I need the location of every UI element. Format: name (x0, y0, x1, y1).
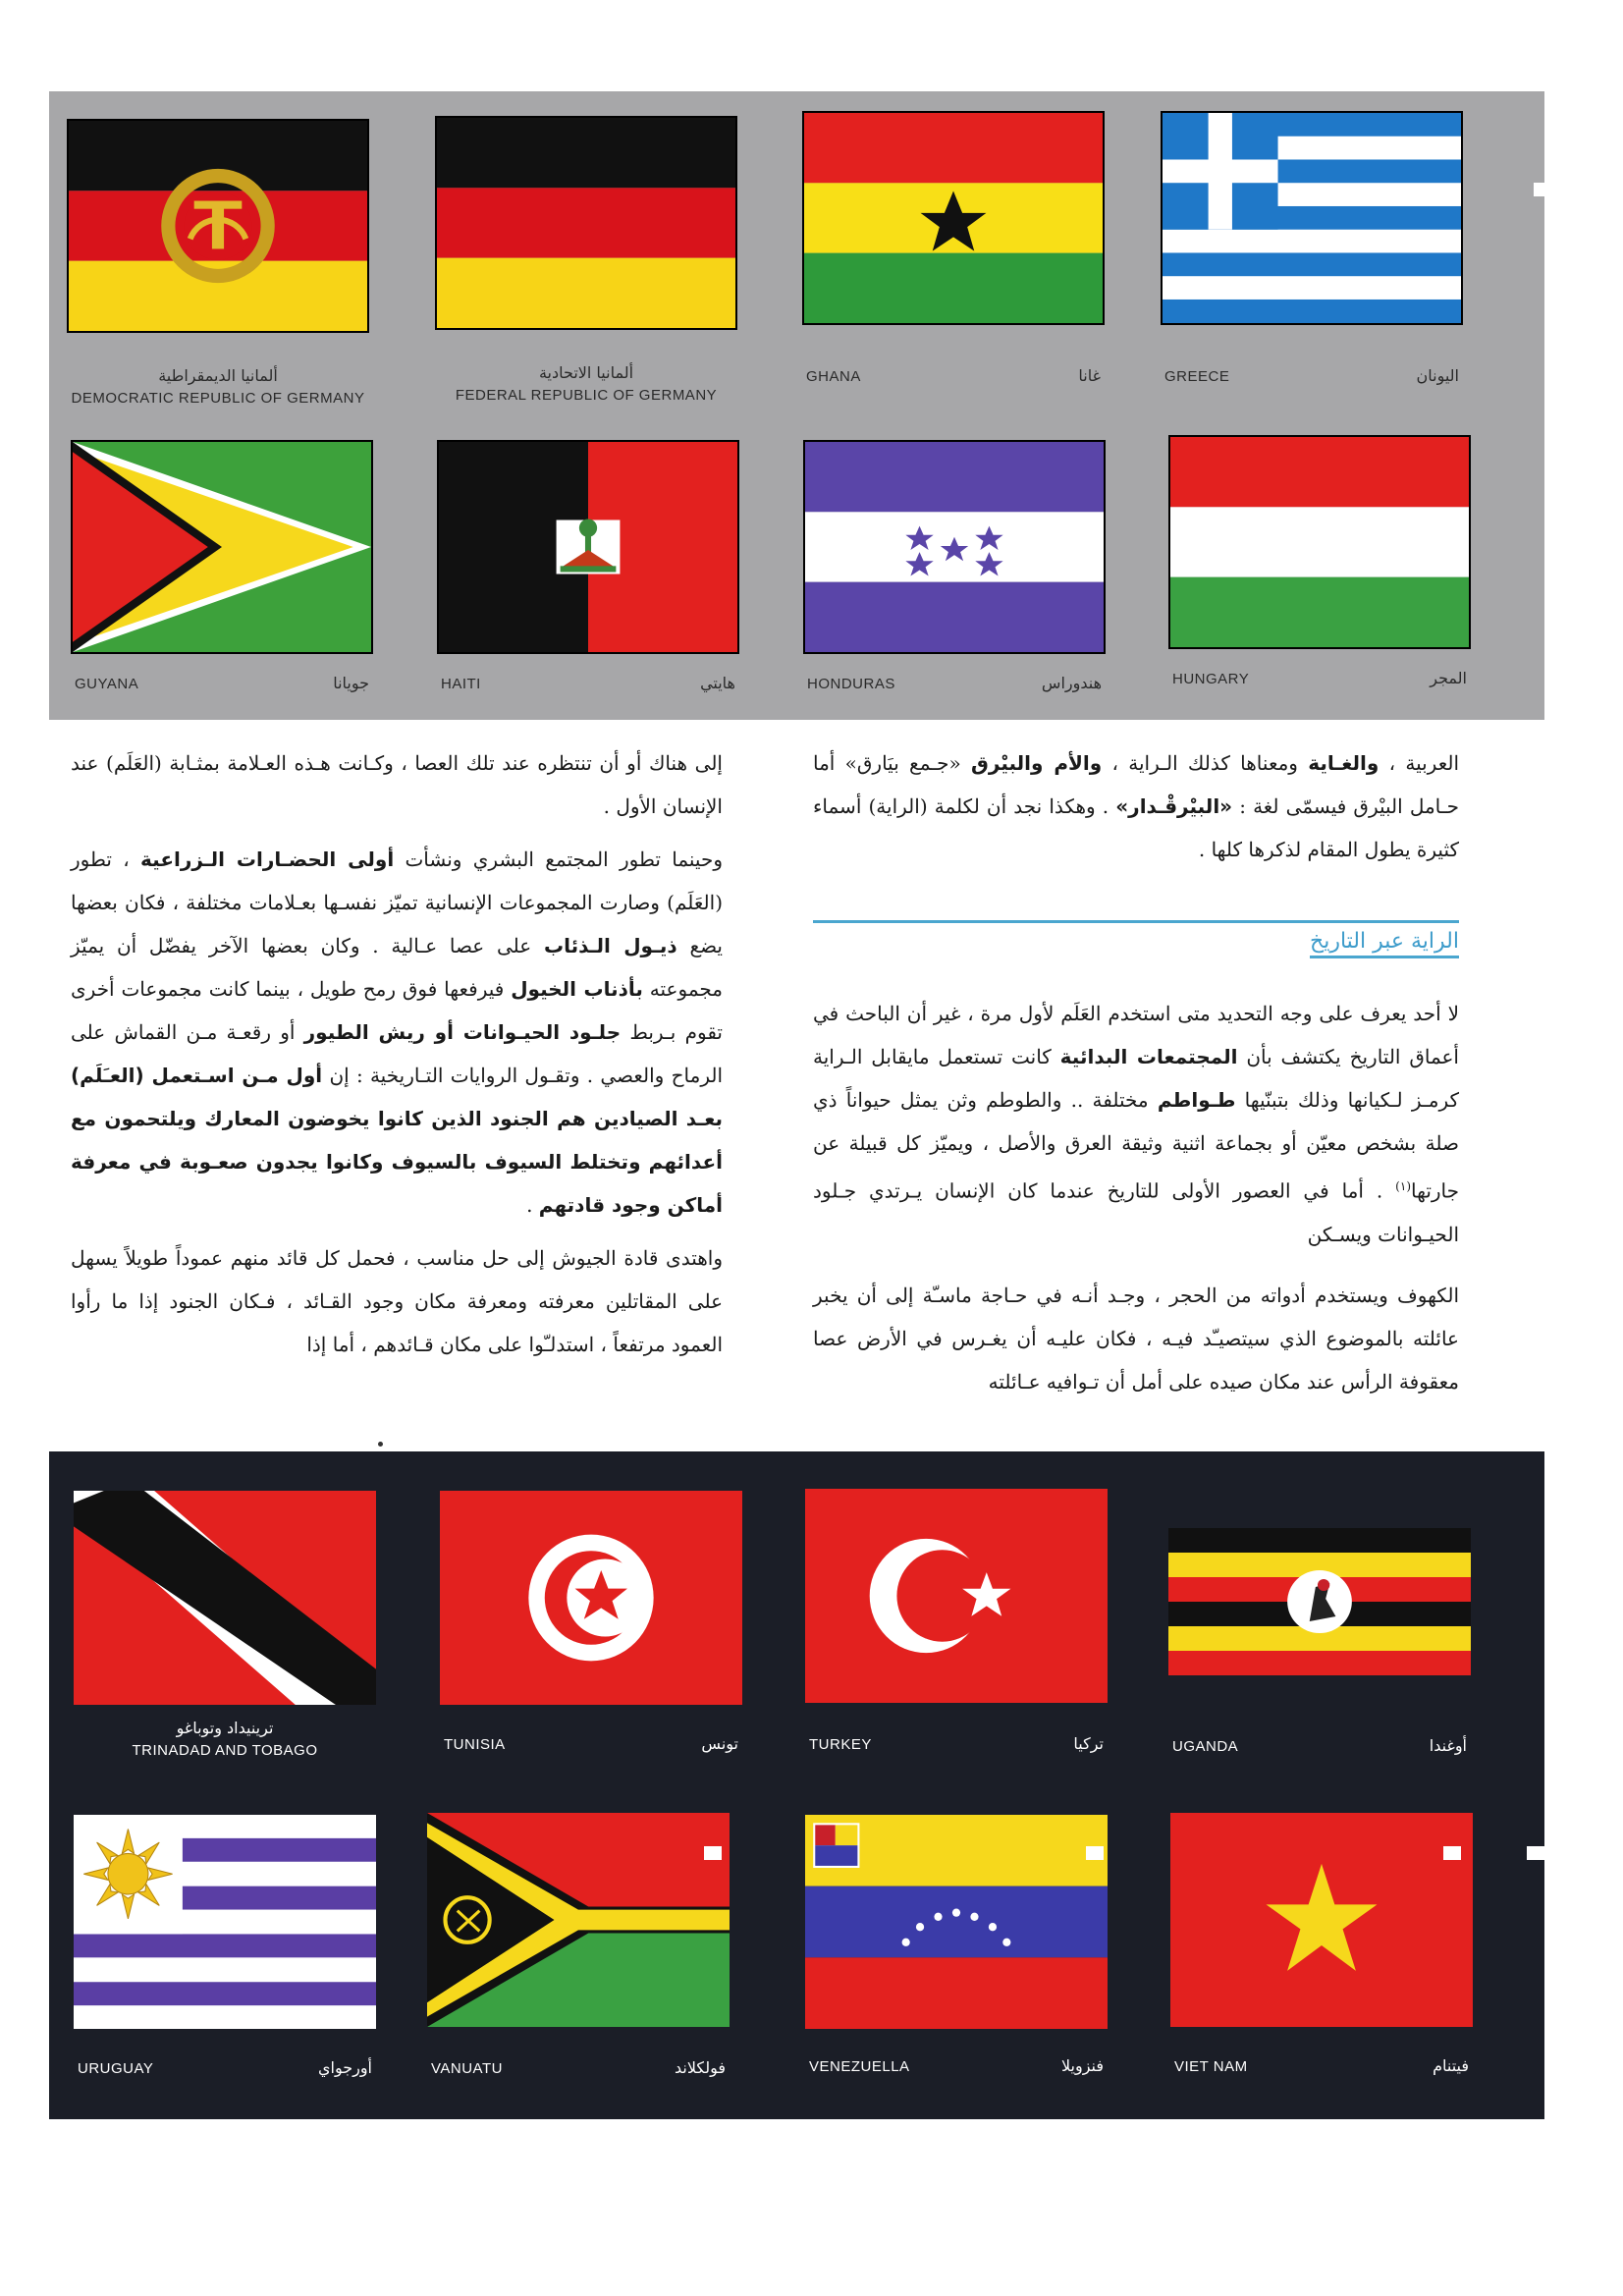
caption-english: VIET NAM (1174, 2058, 1248, 2075)
caption-arabic: غانا (1078, 366, 1101, 385)
caption-arabic: فنزويلا (1060, 2056, 1104, 2075)
text-run: وحينما تطور المجتمع البشري ونشأت (394, 847, 723, 871)
text-run: كانت تستعمل مايقابل الـراية كرمـز لـكيانها وذلك بتبنّيها (813, 1045, 1459, 1112)
bold-term: أول مـن اسـتعمل (العـَلَم) بعـد الصيادين هم الجنود الذين كانوا يخوضون المعارك ويلتحمون مع أعدائهم وتختلط السيوف بالسيوف وكانوا يجدون صعـوبة في معرفة أماكن وجود قادتهم (71, 1064, 723, 1217)
right-text-column-body (813, 992, 1459, 1403)
intro-paragraph (813, 741, 1459, 871)
caption-arabic: المجر (1430, 669, 1467, 687)
bold-term: طـواطم (1157, 1088, 1236, 1112)
left-paragraph-2 (71, 838, 723, 1227)
paragraph-gap (71, 1227, 723, 1236)
caption-english: FEDERAL REPUBLIC OF GERMANY (455, 387, 718, 404)
flag-vanuatu (427, 1813, 730, 2027)
text-run: . وهكذا نجد أن لكلمة (الراية) أسماء كثيرة يطول المقام لذكرها كلها . (813, 794, 1459, 861)
caption-english: VANUATU (431, 2060, 503, 2077)
fold-marker (1443, 1846, 1461, 1860)
fold-marker (1086, 1846, 1104, 1860)
caption-english: GUYANA (75, 676, 139, 692)
flag-venezuela (805, 1815, 1108, 2029)
text-run: «جـمع بيَارق» أما حـامل البيْرق فيسمّى لغة : (813, 751, 1459, 818)
caption-english: DEMOCRATIC REPUBLIC OF GERMANY (71, 390, 365, 407)
flag-hungary (1168, 435, 1471, 649)
section-heading-text: الراية عبر التاريخ (1310, 929, 1459, 958)
caption-english: GREECE (1164, 368, 1230, 385)
left-paragraph-1: إلى هناك أو أن تنتظره عند تلك العصا ، وكـانت هـذه العـلامة بمثـابة (العَلَم) عند الإنسان الأول . (71, 751, 723, 818)
bold-term: المجتمعات البدائية (1059, 1045, 1238, 1068)
caption-english: HONDURAS (807, 676, 895, 692)
caption-arabic: تونس (701, 1734, 738, 1753)
caption-arabic: هايتي (700, 674, 735, 692)
flag-uruguay (74, 1815, 376, 2029)
text-run: ومعناها كذلك الـراية ، (1102, 751, 1309, 775)
flag-honduras (803, 440, 1106, 654)
caption-arabic: ألمانيا الديمقراطية (158, 366, 278, 385)
caption-west-germany (435, 363, 737, 410)
fold-marker (704, 1846, 722, 1860)
text-run: فيرفعها فوق رمح طويل ، بينما كانت مجموعات أخرى تقوم بـربط (71, 977, 724, 1044)
bold-term: والأم والبيْرق (971, 751, 1103, 775)
flag-turkey (805, 1489, 1108, 1703)
text-run: أو رقعـة مـن القماش على الرماح والعصي . وتقـول الروايات التـاريخية : إن (71, 1020, 724, 1087)
top-flag-panel (49, 91, 1544, 720)
flag-uganda (1168, 1528, 1471, 1675)
caption-arabic: ألمانيا الاتحادية (538, 363, 634, 382)
flag-east-germany (67, 119, 369, 333)
caption-arabic: فولكلاند (674, 2058, 726, 2077)
caption-arabic: ترينيداد وتوباغو (176, 1719, 274, 1737)
bold-term: والغـاية (1308, 751, 1380, 775)
bold-term: ذيـول الـذئاب (543, 934, 677, 957)
caption-trinidad-tobago (74, 1719, 376, 1765)
right-text-column (813, 741, 1459, 871)
text-run: مختلفة .. والطوطم وثن يمثل حيواناً ذي صلة بشخص معيّن أو بجماعة اثنية وثيقة العرق والأصل ، ويميّز كل قبيلة عن جارتها (813, 1088, 1459, 1203)
flag-west-germany (435, 116, 737, 330)
caption-english: HAITI (441, 676, 481, 692)
caption-arabic: أورجواي (317, 2058, 372, 2077)
text-run: . أما في العصور الأولى للتاريخ عندما كان الإنسان يـرتدي جـلود الحيـوانات ويسـكن (813, 1178, 1459, 1246)
page-edge-marker (1534, 183, 1551, 196)
paragraph-gap (813, 1256, 1459, 1274)
caption-east-germany (67, 366, 369, 412)
text-run: العربية ، (1379, 751, 1460, 775)
flag-viet-nam (1170, 1813, 1473, 2027)
text-run: لا أحد يعرف على وجه التحديد متى استخدم العَلَم لأول مرة ، غير أن الباحث في أعماق التاريخ يكتشف بأن (813, 1002, 1459, 1068)
bottom-flag-panel (49, 1451, 1544, 2119)
page-dot (378, 1442, 383, 1447)
caption-english: VENEZUELLA (809, 2058, 910, 2075)
history-paragraph-1 (813, 992, 1459, 1256)
caption-arabic: أوغندا (1429, 1736, 1467, 1755)
caption-arabic: فيتنام (1433, 2056, 1469, 2075)
caption-english: TURKEY (809, 1736, 872, 1753)
caption-english: TUNISIA (444, 1736, 506, 1753)
caption-english: URUGUAY (78, 2060, 154, 2077)
caption-english: UGANDA (1172, 1738, 1239, 1755)
flag-guyana (71, 440, 373, 654)
flag-trinidad-tobago (74, 1491, 376, 1705)
flag-tunisia (440, 1491, 742, 1705)
caption-english: TRINADAD AND TOBAGO (132, 1742, 318, 1759)
flag-haiti (437, 440, 739, 654)
caption-english: GHANA (806, 368, 861, 385)
left-text-column (71, 741, 723, 1366)
text-run: ، تطور (العَلَم) وصارت المجموعات الإنسانية تميّز نفسـها بعـلامات مختلفة ، فكان بعضها يضع (71, 847, 724, 957)
flag-greece (1161, 111, 1463, 325)
left-paragraph-3: واهتدى قادة الجيوش إلى حل مناسب ، فحمل كل قائد منهم عموداً طويلاً يسهل على المقاتلين معرفته ومعرفة مكان وجود القـائد ، فـكان الجنود إذا ما رأوا العمود مرتفعاً ، استدلـّوا على مكان قـائدهم ، أما إذا (71, 1246, 723, 1356)
caption-arabic: هندوراس (1041, 674, 1102, 692)
history-paragraph-2: الكهوف ويستخدم أدواته من الحجر ، وجـد أنـه في حـاجة ماسـّة إلى أن يخبر عائلته بالموضوع الذي سيتصيـّد فيـه ، فكان عليـه أن يغـرس في الأرض عصا معقوفة الرأس عند مكان صيده على أمل أن تـوافيه عـائلته (813, 1283, 1459, 1394)
text-run: . (526, 1193, 539, 1217)
bold-term: بأذناب الخيول (511, 977, 643, 1001)
bold-term: «البيْرقْـدار» (1115, 794, 1233, 818)
footnote-marker: (١) (1395, 1179, 1411, 1193)
paragraph-gap (71, 828, 723, 838)
caption-arabic: اليونان (1416, 366, 1459, 385)
page-edge-marker (1527, 1846, 1544, 1860)
section-heading (813, 920, 1459, 977)
caption-english: HUNGARY (1172, 671, 1250, 687)
flag-ghana (802, 111, 1105, 325)
bold-term: جلـود الحيـوانات أو ريش الطيور (303, 1020, 622, 1044)
text-run: على عصا عـالية . وكان بعضها الآخر يفضّل أن يميّز مجموعته (71, 934, 724, 1001)
caption-arabic: جويانا (333, 674, 369, 692)
caption-arabic: تركيا (1073, 1734, 1104, 1753)
bold-term: أولى الحضـارات الـزراعية (140, 847, 395, 871)
